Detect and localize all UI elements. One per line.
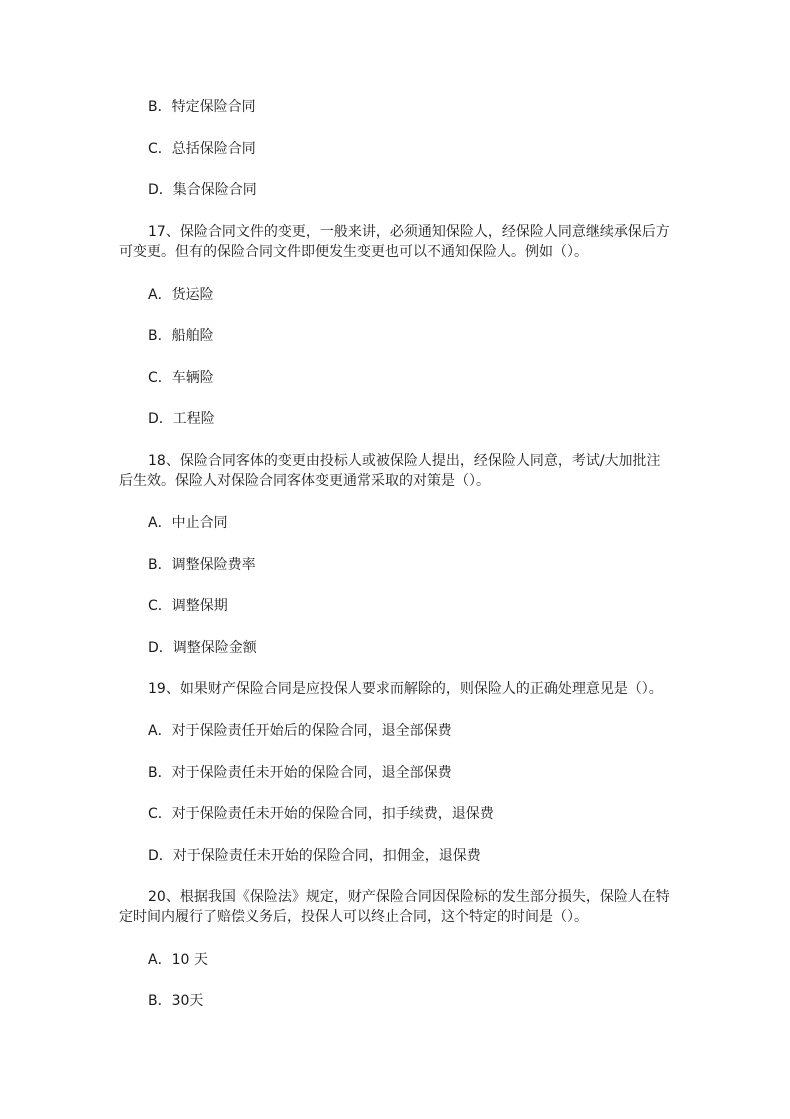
q19-stem-line1: 19、如果财产保险合同是应投保人要求而解除的，则保险人的正确处理意见是（）。 bbox=[148, 681, 663, 697]
q20-stem-line1: 20、根据我国《保险法》规定，财产保险合同因保险标的发生部分损失，保险人在特 bbox=[148, 889, 670, 905]
q20-stem-line2: 定时间内履行了赔偿义务后，投保人可以终止合同，这个特定的时间是（）。 bbox=[119, 909, 588, 925]
q18-stem-line1: 18、保险合同客体的变更由投标人或被保险人提出，经保险人同意，考试/大加批注 bbox=[148, 453, 661, 469]
q20-option-a: A．10 天 bbox=[148, 952, 208, 968]
q16-option-b: B．特定保险合同 bbox=[148, 99, 256, 115]
q18-option-a: A．中止合同 bbox=[148, 515, 228, 531]
q17-stem-line2: 可变更。但有的保险合同文件即便发生变更也可以不通知保险人。例如（）。 bbox=[119, 244, 588, 260]
q17-option-a: A．货运险 bbox=[148, 287, 214, 303]
q18-option-c: C．调整保期 bbox=[148, 598, 228, 614]
q17-stem-line1: 17、保险合同文件的变更，一般来讲，必须通知保险人，经保险人同意继续承保后方 bbox=[148, 224, 670, 240]
q18-option-d: D．调整保险金额 bbox=[148, 640, 257, 656]
q19-option-c: C．对于保险责任未开始的保险合同，扣手续费，退保费 bbox=[148, 806, 494, 822]
q20-option-b: B．30天 bbox=[148, 993, 204, 1009]
q18-stem-line2: 后生效。保险人对保险合同客体变更通常采取的对策是（）。 bbox=[119, 473, 490, 489]
q17-option-b: B．船舶险 bbox=[148, 328, 214, 344]
q19-option-a: A．对于保险责任开始后的保险合同，退全部保费 bbox=[148, 723, 452, 739]
q16-option-c: C．总括保险合同 bbox=[148, 141, 256, 157]
q17-option-c: C．车辆险 bbox=[148, 370, 214, 386]
q17-option-d: D．工程险 bbox=[148, 411, 215, 427]
q18-option-b: B．调整保险费率 bbox=[148, 557, 256, 573]
q19-option-d: D．对于保险责任未开始的保险合同，扣佣金，退保费 bbox=[148, 848, 481, 864]
q19-option-b: B．对于保险责任未开始的保险合同，退全部保费 bbox=[148, 765, 452, 781]
q16-option-d: D．集合保险合同 bbox=[148, 182, 257, 198]
